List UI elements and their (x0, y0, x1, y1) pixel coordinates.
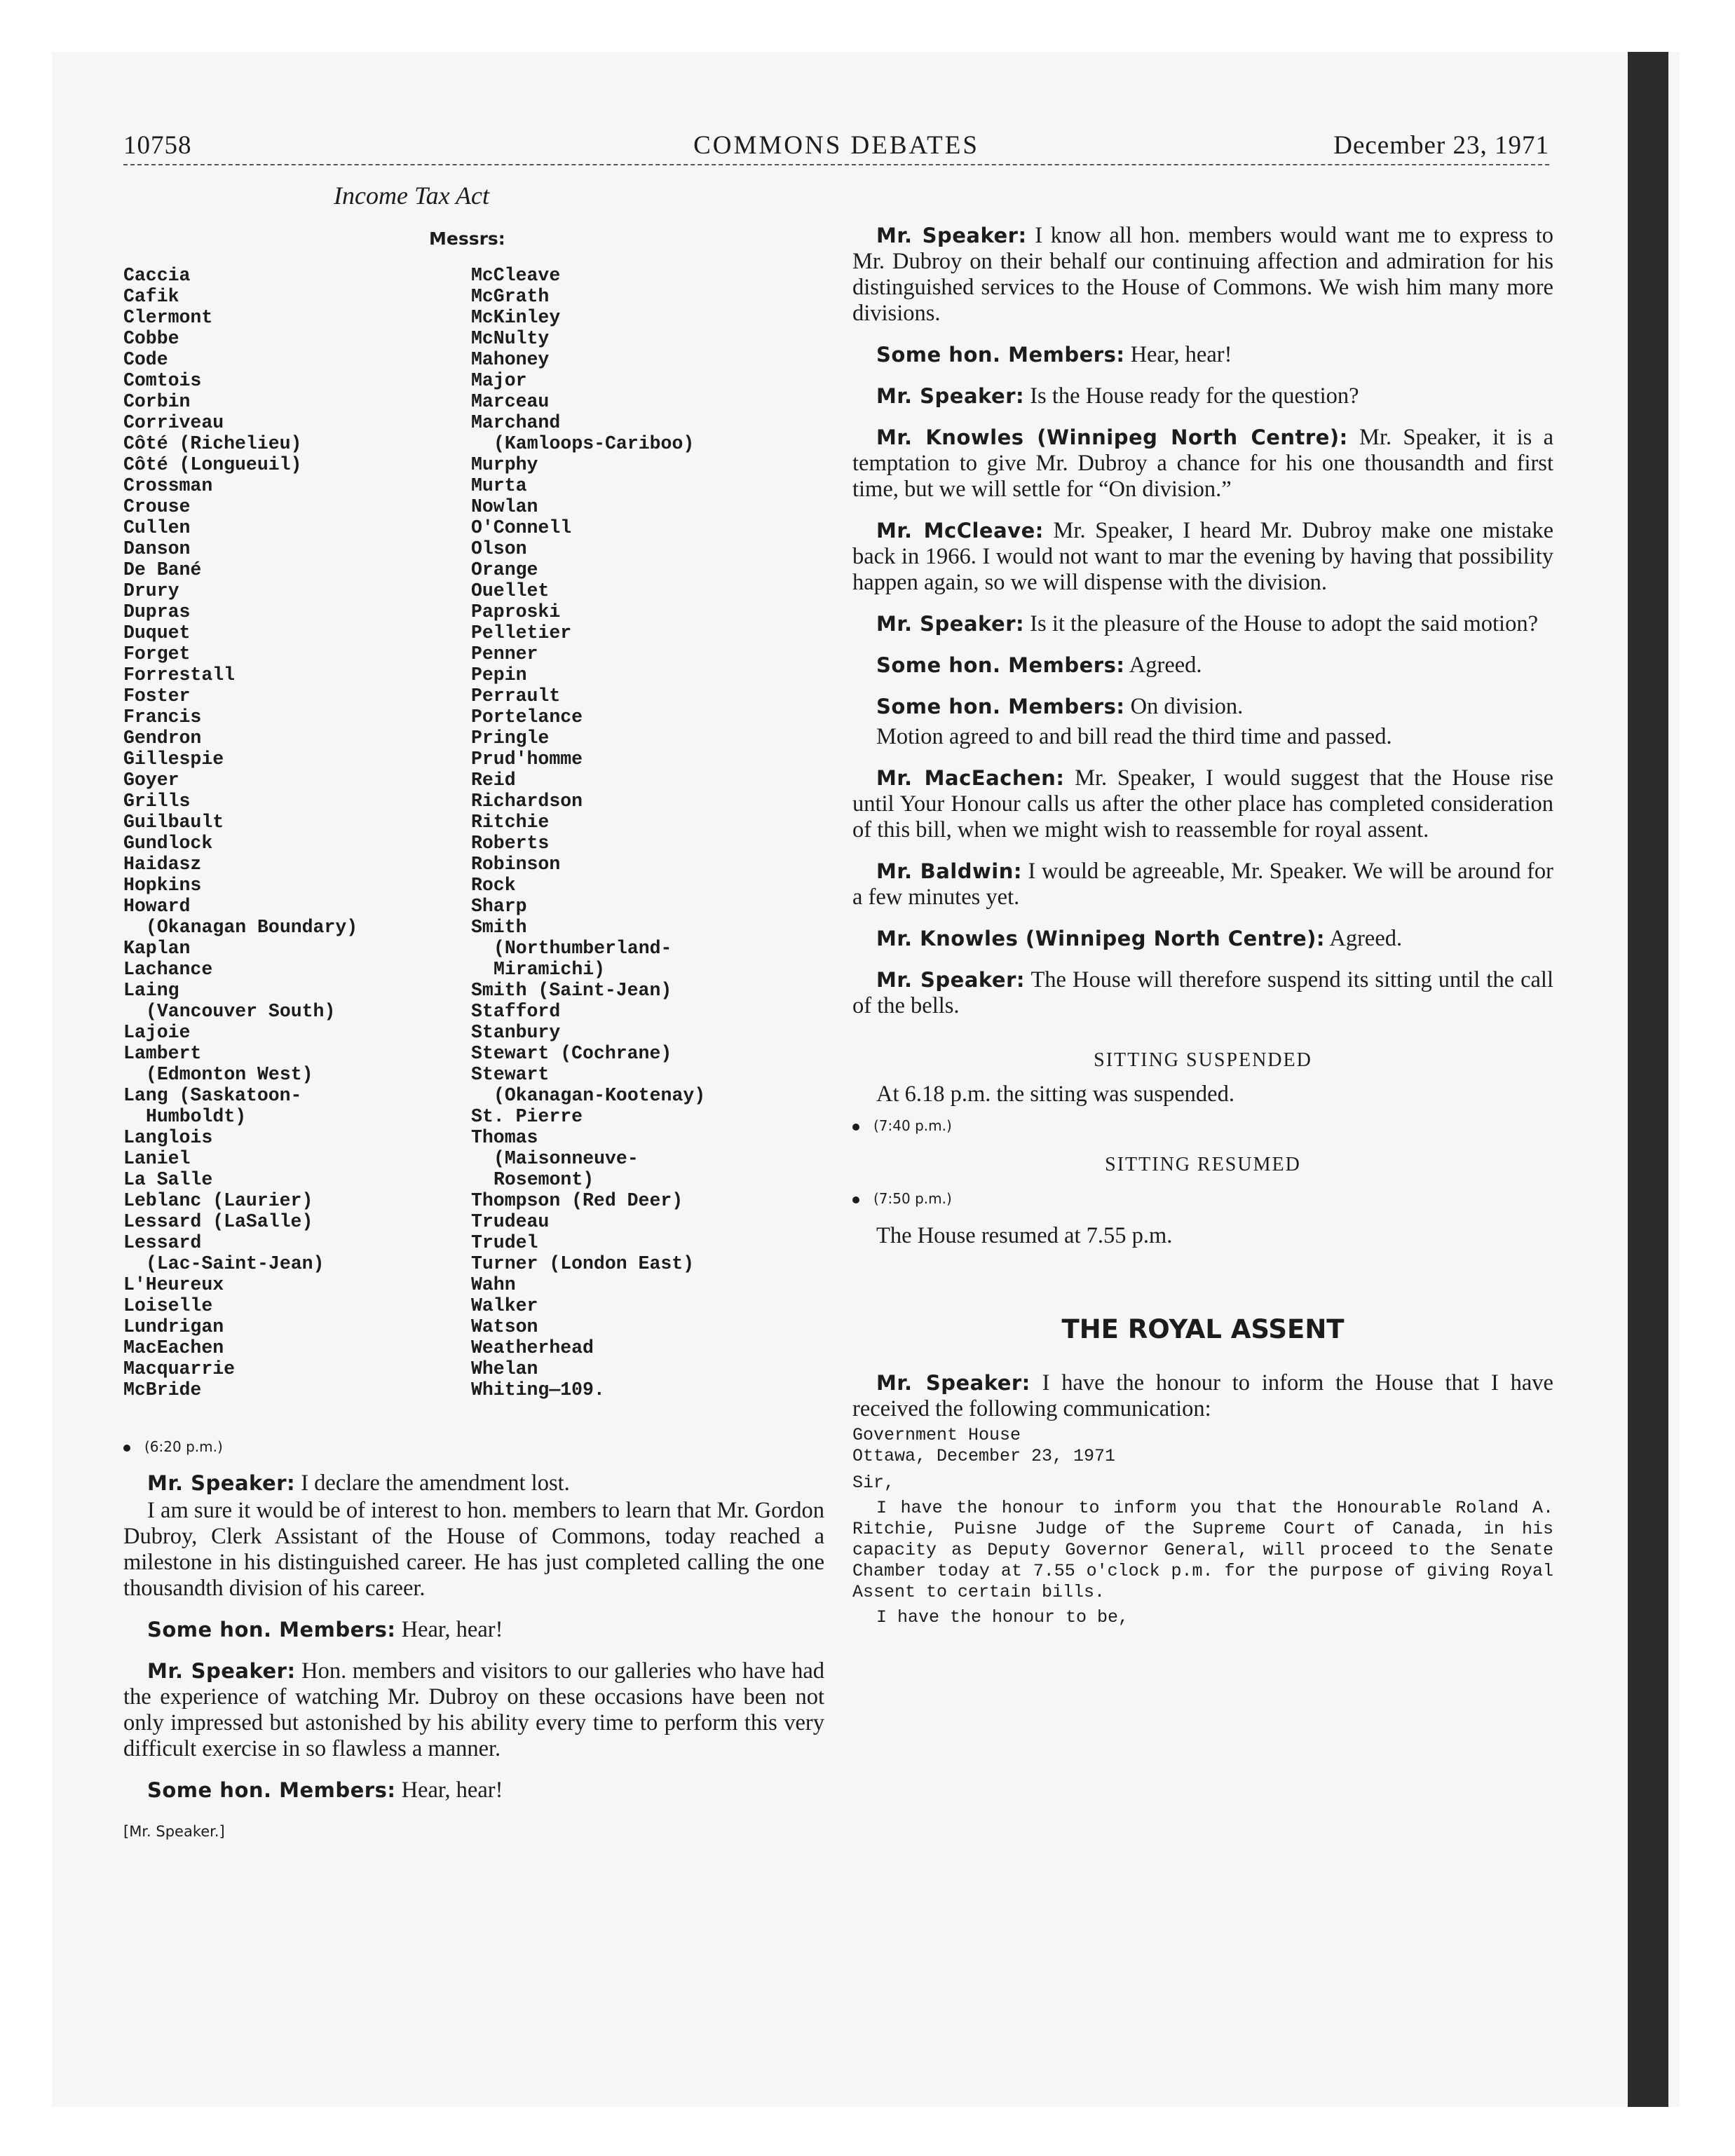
vote-name: Lajoie (123, 1022, 191, 1043)
paragraph: Mr. Speaker: I have the honour to inform the House that I have received the following communication: (852, 1370, 1553, 1421)
royal-assent-heading: THE ROYAL ASSENT (1061, 1314, 1345, 1344)
vote-name: Pelletier (471, 622, 572, 643)
vote-name: Lundrigan (123, 1316, 224, 1337)
speaker-name: Some hon. Members: (876, 653, 1125, 677)
vote-name: Penner (471, 643, 538, 664)
paragraph: Some hon. Members: Agreed. (876, 653, 1202, 678)
vote-name: Stewart (Cochrane) (471, 1043, 672, 1064)
speaker-name: Mr. Speaker: (876, 384, 1025, 408)
timestamp-750: (7:50 p.m.) (852, 1186, 1553, 1212)
letter-place: Government House (852, 1425, 1021, 1445)
vote-name: Cafik (123, 286, 179, 307)
vote-name: (Okanagan Boundary) (146, 917, 358, 938)
vote-name: Cullen (123, 517, 191, 538)
vote-name: Weatherhead (471, 1337, 594, 1358)
speaker-name: Mr. Speaker: (147, 1471, 296, 1495)
header-date: December 23, 1971 (1333, 131, 1549, 160)
vote-name: Lambert (123, 1043, 202, 1064)
vote-name: Walker (471, 1295, 538, 1316)
vote-name: Grills (123, 791, 191, 812)
paragraph: At 6.18 p.m. the sitting was suspended. (876, 1082, 1234, 1107)
vote-name: Forrestall (123, 664, 236, 685)
vote-name: Kaplan (123, 938, 191, 959)
vote-name: Olson (471, 538, 527, 559)
vote-names-left (123, 265, 358, 1400)
letter-body: I have the honour to inform you that the Honourable Roland A. Ritchie, Puisne Judge of the Supreme Court of Canada, in his capacity as Deputy Governor General, will proceed to the Senate Chamber today at 7.55 o'clock p.m. for the purpose of giving Royal Assent to certain bills. (852, 1498, 1553, 1602)
paragraph: Mr. McCleave: Mr. Speaker, I heard Mr. Dubroy make one mistake back in 1966. I would not want to mar the evening by having that possibility happen again, so we will dispense with the division. (852, 518, 1554, 595)
vote-name: MacEachen (123, 1337, 224, 1358)
paragraph: Some hon. Members: Hear, hear! (147, 1778, 503, 1803)
vote-name: (Vancouver South) (146, 1001, 336, 1022)
paragraph: Some hon. Members: On division. (876, 694, 1244, 719)
vote-name: Duquet (123, 622, 191, 643)
vote-name: Humboldt) (146, 1106, 247, 1127)
publication-title: COMMONS DEBATES (693, 131, 979, 160)
vote-name: Clermont (123, 307, 213, 328)
vote-name: Thompson (Red Deer) (471, 1190, 683, 1211)
vote-name: Lessard (123, 1232, 202, 1253)
vote-name: Wahn (471, 1274, 516, 1295)
vote-name: Ouellet (471, 580, 550, 601)
vote-name: Foster (123, 685, 191, 707)
paragraph: Mr. Speaker: The House will therefore suspend its sitting until the call of the bells. (852, 967, 1553, 1018)
vote-name: Murphy (471, 454, 538, 475)
vote-name: Nowlan (471, 496, 538, 517)
vote-name: (Kamloops-Cariboo) (494, 433, 695, 454)
vote-name: Paproski (471, 601, 561, 622)
paragraph: Mr. Speaker: Is it the pleasure of the House to adopt the said motion? (876, 611, 1538, 636)
vote-name: Stafford (471, 1001, 561, 1022)
paragraph: Some hon. Members: Hear, hear! (876, 342, 1232, 367)
vote-name: McNulty (471, 328, 550, 349)
vote-name: Marchand (471, 412, 561, 433)
vote-name: Hopkins (123, 875, 202, 896)
vote-name: (Lac-Saint-Jean) (146, 1253, 325, 1274)
continuation-note: [Mr. Speaker.] (123, 1823, 225, 1840)
paragraph: The House resumed at 7.55 p.m. (876, 1223, 1173, 1248)
vote-name: Caccia (123, 265, 191, 286)
vote-name: Crossman (123, 475, 213, 496)
paragraph: Mr. Knowles (Winnipeg North Centre): Agreed. (876, 926, 1403, 951)
vote-name: Miramichi) (494, 959, 606, 980)
vote-name: Guilbault (123, 812, 224, 833)
letter-closing: I have the honour to be, (876, 1607, 1129, 1628)
section-subtitle: Income Tax Act (334, 182, 489, 210)
vote-name: Orange (471, 559, 538, 580)
paragraph: Motion agreed to and bill read the third time and passed. (876, 724, 1392, 749)
vote-name: Corbin (123, 391, 191, 412)
vote-name: Laniel (123, 1148, 191, 1169)
letter-date: Ottawa, December 23, 1971 (852, 1446, 1116, 1466)
sitting-resumed-heading: SITTING RESUMED (1105, 1154, 1301, 1175)
vote-name: Rosemont) (494, 1169, 594, 1190)
bullet-icon (123, 1445, 130, 1452)
vote-name: Stanbury (471, 1022, 561, 1043)
vote-name: Marceau (471, 391, 550, 412)
paragraph: Mr. Speaker: Is the House ready for the question? (876, 383, 1359, 409)
paragraph: Mr. MacEachen: Mr. Speaker, I would suggest that the House rise until Your Honour calls us after the other place has completed consideration of this bill, when we might wish to reassemble for royal assent. (852, 765, 1553, 842)
speaker-name: Mr. Knowles (Winnipeg North Centre): (876, 425, 1348, 449)
paragraph: Mr. Baldwin: I would be agreeable, Mr. Speaker. We will be around for a few minutes yet. (852, 859, 1553, 910)
speaker-name: Mr. McCleave: (876, 519, 1044, 543)
vote-name: Stewart (471, 1064, 550, 1085)
page-header (123, 130, 1549, 165)
vote-name: Major (471, 370, 527, 391)
vote-name: Trudel (471, 1232, 538, 1253)
vote-name: Corriveau (123, 412, 224, 433)
vote-name: Turner (London East) (471, 1253, 695, 1274)
bullet-icon (852, 1196, 859, 1203)
vote-name: Pringle (471, 728, 550, 749)
vote-name: Robinson (471, 854, 561, 875)
vote-name: Howard (123, 896, 191, 917)
vote-name: Trudeau (471, 1211, 550, 1232)
vote-name: Roberts (471, 833, 550, 854)
vote-name: Murta (471, 475, 527, 496)
vote-name: Prud'homme (471, 749, 583, 770)
vote-name: De Bané (123, 559, 202, 580)
right-text-column (852, 223, 1553, 1628)
speaker-name: Mr. Speaker: (147, 1659, 296, 1683)
page-number: 10758 (123, 131, 192, 160)
vote-name: McCleave (471, 265, 561, 286)
speaker-name: Mr. MacEachen: (876, 766, 1065, 790)
vote-name: O'Connell (471, 517, 572, 538)
speaker-name: Mr. Speaker: (876, 612, 1025, 636)
vote-name: Portelance (471, 707, 583, 728)
paragraph: Some hon. Members: Hear, hear! (147, 1617, 503, 1642)
vote-name: Drury (123, 580, 179, 601)
vote-name: Goyer (123, 770, 179, 791)
vote-name: Lachance (123, 959, 213, 980)
vote-name: Langlois (123, 1127, 213, 1148)
paragraph: Mr. Speaker: Hon. members and visitors to our galleries who have had the experience of watching Mr. Dubroy on these occasions have been not only impressed but astonished by his ability every time to perform this very difficult exercise in so flawless a manner. (123, 1658, 824, 1761)
sitting-suspended-heading: SITTING SUSPENDED (1094, 1049, 1312, 1071)
vote-name: Crouse (123, 496, 191, 517)
speaker-name: Some hon. Members: (876, 343, 1125, 367)
paragraph: I am sure it would be of interest to hon. members to learn that Mr. Gordon Dubroy, Clerk Assistant of the House of Commons, today reached a milestone in his distinguished career. He has just completed calling the one thousandth division of his career. (123, 1498, 824, 1601)
vote-name: Pepin (471, 664, 527, 685)
vote-name: Sharp (471, 896, 527, 917)
vote-name: Lang (Saskatoon- (123, 1085, 302, 1106)
vote-names-right (471, 265, 705, 1400)
vote-name: (Maisonneuve- (494, 1148, 639, 1169)
vote-name: Gendron (123, 728, 202, 749)
vote-name: Mahoney (471, 349, 550, 370)
speaker-name: Mr. Baldwin: (876, 859, 1022, 883)
vote-name: Lessard (LaSalle) (123, 1211, 313, 1232)
vote-name: Francis (123, 707, 202, 728)
vote-name: Laing (123, 980, 179, 1001)
vote-name: Code (123, 349, 168, 370)
vote-name: L'Heureux (123, 1274, 224, 1295)
vote-name: Macquarrie (123, 1358, 236, 1379)
paragraph: Mr. Speaker: I know all hon. members would want me to express to Mr. Dubroy on their behalf our continuing affection and admiration for his distinguished services to the House of Commons. We wish him many more divisions. (852, 223, 1553, 326)
speaker-name: Some hon. Members: (147, 1778, 396, 1802)
speaker-name: Some hon. Members: (147, 1618, 396, 1642)
vote-name: Smith (Saint-Jean) (471, 980, 672, 1001)
vote-name: Côté (Richelieu) (123, 433, 302, 454)
vote-name: Whiting—109. (471, 1379, 605, 1400)
vote-name: St. Pierre (471, 1106, 583, 1127)
vote-name: Rock (471, 875, 516, 896)
vote-name: Gillespie (123, 749, 224, 770)
vote-name: McGrath (471, 286, 550, 307)
timestamp-740: (7:40 p.m.) (852, 1113, 1553, 1139)
vote-name: McKinley (471, 307, 561, 328)
vote-name: Perrault (471, 685, 561, 707)
letter-salutation: Sir, (852, 1473, 895, 1493)
vote-name: Watson (471, 1316, 538, 1337)
left-text-column (123, 1471, 824, 1845)
speaker-name: Mr. Speaker: (876, 1371, 1030, 1395)
vote-name: Ritchie (471, 812, 550, 833)
paragraph: Mr. Knowles (Winnipeg North Centre): Mr. Speaker, it is a temptation to give Mr. Dubroy a chance for his one thousandth and first time, but we will settle for “On division.” (852, 425, 1553, 502)
vote-name: Smith (471, 917, 527, 938)
vote-name: Cobbe (123, 328, 179, 349)
speaker-name: Mr. Speaker: (876, 224, 1027, 247)
speaker-name: Mr. Speaker: (876, 968, 1025, 992)
messrs-label: Messrs: (429, 228, 505, 249)
speaker-name: Mr. Knowles (Winnipeg North Centre): (876, 927, 1326, 950)
bullet-icon (852, 1124, 859, 1131)
vote-name: Danson (123, 538, 191, 559)
vote-name: Comtois (123, 370, 202, 391)
vote-name: Forget (123, 643, 191, 664)
vote-name: Côté (Longueuil) (123, 454, 302, 475)
vote-name: McBride (123, 1379, 202, 1400)
vote-name: Haidasz (123, 854, 202, 875)
vote-name: Whelan (471, 1358, 538, 1379)
vote-name: (Edmonton West) (146, 1064, 313, 1085)
vote-name: Gundlock (123, 833, 213, 854)
vote-name: (Northumberland- (494, 938, 672, 959)
vote-name: (Okanagan-Kootenay) (494, 1085, 706, 1106)
timestamp-620: (6:20 p.m.) (123, 1438, 223, 1455)
vote-name: Reid (471, 770, 516, 791)
vote-name: Loiselle (123, 1295, 213, 1316)
paragraph: Mr. Speaker: I declare the amendment lost. (147, 1471, 570, 1496)
speaker-name: Some hon. Members: (876, 695, 1125, 718)
vote-name: Dupras (123, 601, 191, 622)
vote-name: Richardson (471, 791, 583, 812)
vote-name: Leblanc (Laurier) (123, 1190, 313, 1211)
vote-name: La Salle (123, 1169, 213, 1190)
vote-name: Thomas (471, 1127, 538, 1148)
binding-edge (1628, 52, 1668, 2107)
